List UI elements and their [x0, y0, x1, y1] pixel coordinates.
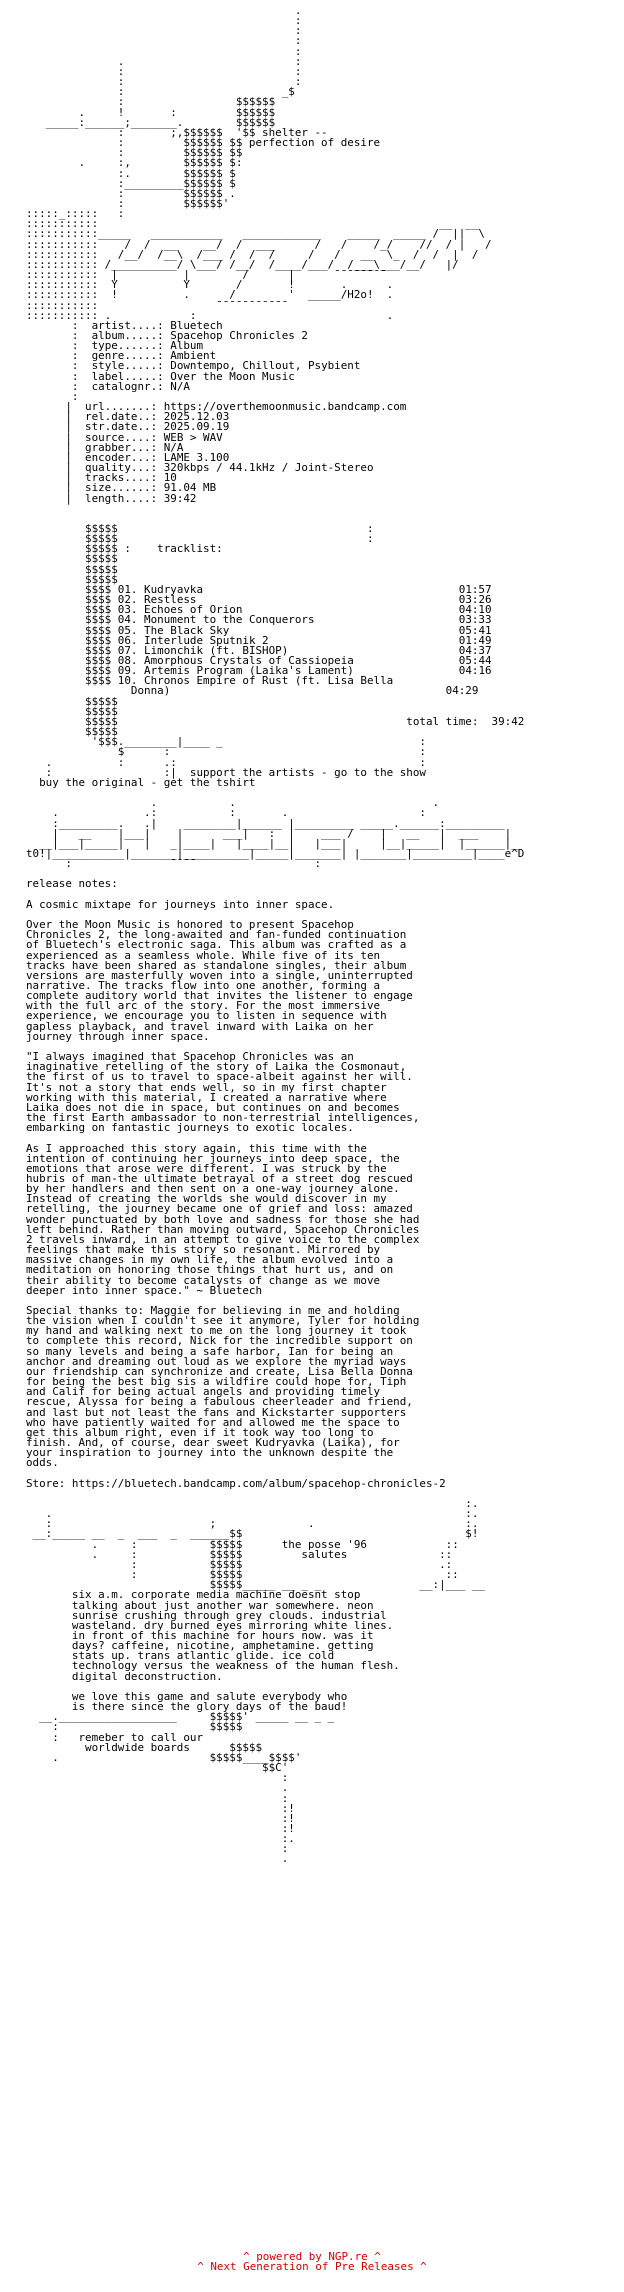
track-time: 04:29 [445, 684, 479, 698]
release-info-key: rel.date..: [85, 410, 158, 424]
track-title: The Black Sky [144, 623, 230, 637]
release-info-row: | url.......: https://overthemoonmusic.bandcamp.com [26, 400, 407, 414]
track-time: 04:37 [458, 643, 492, 657]
track-title: Echoes of Orion [144, 603, 243, 617]
track-number: 09. [117, 664, 138, 678]
track-title: Limonchik (ft. BISHOP) [144, 643, 289, 657]
release-info-value: 2025.09.19 [163, 420, 230, 434]
track-number: 07. [117, 643, 138, 657]
release-info-row: | tracks....: 10 [26, 471, 177, 485]
track-number: 05. [117, 623, 138, 637]
track-number: 02. [117, 593, 138, 607]
tracklist-heading: $$$$$ : $$$$$ : $$$$$ : [85, 521, 374, 556]
track-time: 05:44 [458, 654, 492, 667]
track-time: 03:33 [458, 613, 492, 627]
release-info-key: album.....: [91, 329, 164, 342]
release-info-key: style.....: [91, 359, 164, 373]
release-info-key: type......: [91, 339, 164, 353]
release-info-value: 320kbps / 44.1kHz / Joint-Stereo [163, 461, 374, 475]
support-text: support the artists - go to the show buy the original - get the tshirt [39, 765, 426, 789]
release-info-row: | size......: 91.04 MB [26, 481, 217, 495]
posse-subtitle: salutes [301, 1547, 348, 1561]
release-info-row: | quality...: 320kbps / 44.1kHz / Joint-Stereo [26, 461, 374, 475]
posse-title: the posse '96 [281, 1537, 367, 1551]
track-time: 01:49 [458, 633, 492, 647]
release-info-key: catalognr.: [91, 379, 164, 393]
track-row: $$$$ 10. Chronos Empire of Rust (ft. Lisa Bella Donna) 04:29 [26, 674, 479, 698]
release-info-row: : artist....: Bluetech [26, 318, 223, 332]
track-row: $$$$ 09. Artemis Program (Laika's Lament) 04:16 [26, 664, 492, 678]
track-title: Artemis Program (Laika's Lament) [144, 664, 354, 678]
notes-paragraph: Special thanks to: Maggie for believing in me and holding the vision when I couldn't see it anymore, Tyler for holding my hand and walking next to me on the long journey it took to complete this record, Nick for the incredible support on so many levels and being a safe harbor, Ian for being an anchor and dreaming out loud as we explore the myriad ways our friendship can synchronize and create, Lisa Bella Donna for being the best big sis a wildfire could hope for, Tiph and Calif for being actual angels and providing timely rescue, Alyssa for being a fabulous cheerleader and friend, and last but not least the fans and Kickstarter supporters who have patiently waited for and allowed me the space to get this album right, even if it took way too long to finish. And, of course, dear sweet Kudryavka (Laika), for your inspiration to journey into the unknown despite the odds. [26, 1304, 420, 1470]
release-info-key: size......: [85, 481, 158, 495]
release-info-row: : catalognr.: N/A [26, 379, 190, 393]
release-info-key: tracks....: [85, 471, 158, 485]
notes-paragraph: Over the Moon Music is honored to present Spacehop Chronicles 2, the long-awaited and fan-funded continuation of Bluetech's electronic saga. This album was crafted as a experienced as a seamless whole. While five of its ten tracks have been shared as standalone singles, their album versions are masterfully woven into a single, uninterrupted narrative. The tracks flow into one another, forming a complete auditory world that invites the listener to engage with the full arc of the story. For the most immersive experience, we encourage you to listen in sequence with gapless playback, and travel inward with Laika on her journey through inner space. [26, 918, 413, 1043]
release-info-key: label.....: [91, 369, 164, 383]
release-info-key: source....: [85, 430, 158, 444]
release-info-block [26, 319, 406, 505]
track-row: $$$$ 08. Amorphous Crystals of Cassiopeia 05:44 [26, 654, 492, 667]
notes-heading: release notes: [26, 877, 118, 891]
release-info-row: | str.date..: 2025.09.19 [26, 420, 230, 434]
release-info-value: N/A [163, 440, 184, 454]
release-info-row: : style.....: Downtempo, Chillout, Psybient [26, 359, 361, 373]
track-row: $$$$ 07. Limonchik (ft. BISHOP) 04:37 [26, 643, 492, 657]
track-time: 05:41 [458, 623, 492, 637]
track-row: $$$$ 06. Interlude Sputnik 2 01:49 [26, 633, 492, 647]
track-row: $$$$ 04. Monument to the Conquerors 03:33 [26, 613, 492, 627]
release-info-row: | length....: 39:42 [26, 491, 197, 505]
release-info-row: : label.....: Over the Moon Music [26, 369, 295, 383]
track-row: $$$$ 03. Echoes of Orion 04:10 [26, 603, 492, 617]
track-time: 03:26 [458, 593, 492, 607]
track-title: Kudryavka [144, 582, 204, 596]
track-title: Donna) [26, 684, 171, 698]
release-info-value: N/A [170, 379, 190, 393]
release-info-value: 2025.12.03 [163, 410, 230, 424]
notes-paragraph: As I approached this story again, this time with the intention of continuing her journeys into deep space, the emotions that arose were different. I was struck by the hubris of man-the ultimate betrayal of a street dog rescued by her handlers and then sent on a one-way journey alone. Instead of creating the worlds she would discover in my retelling, the journey became one of grief and loss: amazed wonder punctuated by both love and sadness for those she had left behind. Rather than moving outward, Spacehop Chronicles 2 travels inward, in an attempt to give voice to the complex feelings that make this story so resonant. Mirrored by massive changes in my own life, the album evolved into a meditation on honoring those things that hurt us, and on their ability to become catalysts of change as we move deeper into inner space." ~ Bluetech [26, 1141, 420, 1297]
release-info-key: url.......: [85, 400, 158, 414]
group-logo-art: . . . . .: : . : :_________. .| ________|______ |_________ _____.______:_________ | __ |___| | ___| : | ___ / | __ | ___ | __|___|_____| | _|____| |____|__| |___| |__|_____| |______|_ t0!|___________|_______|__________|_____|_______| |_______|_________|____e^D : ¯¯¯¯ : [26, 796, 525, 871]
release-info-key: artist....: [91, 318, 164, 332]
release-info-row: : album.....: Spacehop Chronicles 2 [26, 329, 308, 342]
track-title: Amorphous Crystals of Cassiopeia [144, 654, 354, 667]
release-info-row: | grabber...: N/A [26, 440, 184, 454]
release-info-value: 91.04 MB [163, 481, 217, 495]
total-time-value: 39:42 [491, 714, 525, 728]
track-number: 10. [117, 674, 138, 688]
release-info-value: Album [170, 339, 204, 353]
release-info-value: 10 [163, 471, 177, 485]
notes-intro: A cosmic mixtape for journeys into inner space. [26, 897, 335, 911]
footer-line-2: ^ Next Generation of Pre Releases ^ [197, 2260, 427, 2274]
total-time-label: total time: [406, 714, 479, 728]
release-info-row: | encoder...: LAME 3.100 [26, 450, 230, 464]
release-info-key: grabber...: [85, 440, 158, 454]
reminder-text: remeber to call our worldwide boards [78, 1730, 204, 1754]
release-info-value: 39:42 [163, 491, 197, 505]
release-info-key: encoder...: [85, 450, 158, 464]
release-info-value: LAME 3.100 [163, 450, 230, 464]
track-row: $$$$ 02. Restless 03:26 [26, 593, 492, 607]
release-info-key: length....: [85, 491, 158, 505]
notes-paragraph: "I always imagined that Spacehop Chronicles was an inaginative retelling of the story of Laika the Cosmonaut, the first of us to travel to space-albeit against her will. It's not a story that ends well, so in my first chapter working with this material, I created a narrative where Laika does not die in space, but continues on and becomes the first Earth ambassador to non-terrestrial intelligences, embarking on fantastic journeys to exotic locales. [26, 1050, 420, 1135]
tracklist [26, 583, 492, 698]
release-info-value: WEB > WAV [163, 430, 223, 444]
track-time: 01:57 [458, 582, 492, 596]
release-info-value: Bluetech [170, 318, 223, 332]
track-number: 04. [117, 613, 138, 627]
nfo-document: . : : : : . : : : : : : _$ : $$$$$$ . ! : $$$$$$ _____:______;_______. $$$$$$ : ;,$$$$$$ '$$ shelter -- : $$$$$$ $$ perfection of desire : $$$$$$ $$ . :, $$$$$$ $: :. $$$$$$ $ :_________$$$$$$ $ : $$$$$$ . : $$$$$$' :::::_::::: : ::::::::::: __ __ :::::::::::_____ ___________ ____________ _____ _____ / || \ ::::::::::: / / __ __/ / ___ / / /_/ // / | / ::::::::::: /__/ /__\ /___ / / / / / __ \_ / / | / ::::::::::: /__________/ \___/ /__/ /____/___/ /___\___/__/ |/ ::::::::::: | | / | ¯¯¯¯¯¯¯¯ ::::::::::: Y Y / ! . . ::::::::::: ! . / ' _____/H2o! . ::::::::::: ¯¯¯¯¯¯¯¯¯¯¯ ::::::::::: . : . : artist....: Bluetech : album.....: Spacehop Chronicles 2 : type......: Album : genre.....: Ambient : style.....: Downtempo, Chillout, Psybient : label.....: Over the Moon Music : catalognr.: N/A : | url.......: https://overthemoonmusic.bandcamp.com | rel.date..: 2025.12.03 | str.date..: 2025.09.19 | source....: WEB > WAV | grabber...: N/A | encoder...: LAME 3.100 | quality...: 320kbps / 44.1kHz / Joint-Stereo | tracks....: 10 | size......: 91.04 MB | length....: 39:42 $$$$$ : $$$$$ : $$$$$ : tracklist: $$$$$ $$$$$ $$$$$ $$$$ 01. Kudryavka 01:57 $$$$ 02. Restless 03:26 $$$$ 03. Echoes of Orion 04:10 $$$$ 04. Monument to the Conquerors 03:33 $$$$ 05. The Black Sky 05:41 $$$$ 06. Interlude Sputnik 2 01:49 $$$$ 07. Limonchik (ft. BISHOP) 04:37 $$$$ 08. Amorphous Crystals of Cassiopeia 05:44 $$$$ 09. Artemis Program (Laika's Lament) 04:16 $$$$ 10. Chronos Empire of Rust (ft. Lisa Bella Donna) 04:29 $$$$$ $$$$$ $$$$$ total time: 39:42 $$$$$ '$$$.________|____ _ : $ : : . : .: : : :| support the artists - go to the show buy the original - get the tshirt . . . . .: : . : :_________. .| ________|______ |_________ _____.______:_________ | __ |___| | ___| : | ___ / | __ | ___ | __|___|_____| | _|____| |____|__| |___| |__|_____| |______|_ t0!|___________|_______|__________|_____|_______| |_______|_________|____e^D : ¯¯¯¯ : release notes: A cosmic mixtape for journeys into inner space. Over the Moon Music is honored to present Spacehop Chronicles 2, the long-awaited and fan-funded continuation of Bluetech's electronic saga. This album was crafted as a experienced as a seamless whole. While five of its ten tracks have been shared as standalone singles, their album versions are masterfully woven into a single, uninterrupted narrative. The tracks flow into one another, forming a complete auditory world that invites the listener to engage with the full arc of the story. For the most immersive experience, we encourage you to listen in sequence with gapless playback, and travel inward with Laika on her journey through inner space. "I always imagined that Spacehop Chronicles was an inaginative retelling of the story of Laika the Cosmonaut, the first of us to travel to space-albeit against her will. It's not a story that ends well, so in my first chapter working with this material, I created a narrative where Laika does not die in space, but continues on and becomes the first Earth ambassador to non-terrestrial intelligences, embarking on fantastic journeys to exotic locales. As I approached this story again, this time with the intention of continuing her journeys into deep space, the emotions that arose were different. I was struck by the hubris of man-the ultimate betrayal of a street dog rescued by her handlers and then sent on a one-way journey alone. Instead of creating the worlds she would discover in my retelling, the journey became one of grief and loss: amazed wonder punctuated by both love and sadness for those she had left behind. Rather than moving outward, Spacehop Chronicles 2 travels inward, in an attempt to give voice to the complex feelings that make this story so resonant. Mirrored by massive changes in my own life, the album evolved into a meditation on honoring those things that hurt us, and on their ability to become catalysts of change as we move deeper into inner space." ~ Bluetech Special thanks to: Maggie for believing in me and holding the vision when I couldn't see it anymore, Tyler for holding my hand and walking next to me on the long journey it took to complete this record, Nick for the incredible support on so many levels and being a safe harbor, Ian for being an anchor and dreaming out loud as we explore the myriad ways our friendship can synchronize and create, Lisa Bella Donna for being the best big sis a wildfire could hope for, Tiph and Calif for being actual angels and providing timely rescue, Alyssa for being a fabulous cheerleader and friend, and last but not least the fans and Kickstarter supporters who have patiently waited for and allowed me the space to get this album right, even if it took way too long to finish. And, of course, dear sweet Kudryavka (Laika), for your inspiration to journey into the unknown despite the odds. Store: https://bluetech.bandcamp.com/album/spacehop-chronicles-2 :. . :. : ; . :. __:_____ __ _ ___ _ ______$$ $! . : $$$$$ the posse '96 :: . : $$$$$ salutes :: : $$$$$ .: : $$$$$ :: $$$$$_____ __ _ _ __:|___ __ six a.m. corporate media machine doesnt stop talking about just another war somewhere. neon sunrise crushing through grey clouds. industrial wasteland. dry burned eyes mirroring white lines. in front of this machine for hours now. was it days? caffeine, nicotine, amphetamine. getting stats up. trans atlantic glide. ice cold technology versus the weakness of the human flesh. digital deconstruction. we love this game and salute everybody who is there since the glory days of the baud! __.__________________ $$$$$' _____ __ _ _ : $$$$$ : remeber to call our worldwide boards $$$$$ . $$$$$____$$$$' $$C' : . : :! :! :! :. : . [26, 4, 525, 1866]
release-info-value: Over the Moon Music [170, 369, 295, 383]
release-footer [0, 2252, 624, 2272]
track-row: $$$$ 01. Kudryavka 01:57 [26, 582, 492, 596]
track-title: Chronos Empire of Rust (ft. Lisa Bella [144, 674, 394, 688]
track-time: 04:10 [458, 603, 492, 617]
store-link[interactable]: Store: https://bluetech.bandcamp.com/album/spacehop-chronicles-2 [26, 1476, 446, 1490]
tracklist-label: tracklist: [157, 542, 223, 556]
track-number: 03. [117, 603, 138, 617]
track-title: Monument to the Conquerors [144, 613, 315, 627]
track-number: 06. [117, 633, 138, 647]
release-info-key: genre.....: [91, 349, 164, 363]
track-time: 04:16 [458, 664, 492, 678]
track-title: Restless [144, 593, 197, 607]
release-info-row: : genre.....: Ambient [26, 349, 217, 363]
track-number: 08. [117, 654, 138, 667]
release-info-row: | source....: WEB > WAV [26, 430, 223, 444]
footer-line-1: ^ powered by NGP.re ^ [243, 2250, 381, 2263]
release-info-row: : [26, 389, 92, 403]
release-info-value: Ambient [170, 349, 217, 363]
track-row: $$$$ 05. The Black Sky 05:41 [26, 623, 492, 637]
release-info-row: : type......: Album [26, 339, 204, 353]
release-info-key: quality...: [85, 461, 158, 475]
manifesto-text-2: we love this game and salute everybody who is there since the glory days of the baud! [71, 1689, 348, 1714]
manifesto-text: six a.m. corporate media machine doesnt stop talking about just another war somewhere. neon sunrise crushing through grey clouds. industrial wasteland. dry burned eyes mirroring white lines. in front of this machine for hours now. was it days? caffeine, nicotine, amphetamine. getting stats up. trans atlantic glide. ice cold technology versus the weakness of the human flesh. digital deconstruction. [71, 1588, 400, 1683]
release-info-value: Spacehop Chronicles 2 [170, 329, 308, 342]
release-info-key: str.date..: [85, 420, 158, 434]
release-info-row: | rel.date..: 2025.12.03 [26, 410, 230, 424]
release-info-value: Downtempo, Chillout, Psybient [170, 359, 361, 373]
header-ascii-art: . : : : : . : : : : : : _$ : $$$$$$ . ! : $$$$$$ _____:______;_______. $$$$$$ : ;,$$$$$$ '$$ shelter -- : $$$$$$ $$ perfection of desire : $$$$$$ $$ . :, $$$$$$ $: :. $$$$$$ $ :_________$$$$$$ $ : $$$$$$ . : $$$$$$' :::::_::::: : ::::::::::: __ __ :::::::::::_____ ___________ ____________ _____ _____ / || \ ::::::::::: / / __ __/ / ___ / / /_/ // / | / ::::::::::: /__/ /__\ /___ / / / / / __ \_ / / | / ::::::::::: /__________/ \___/ /__/ /____/___/ /___\___/__/ |/ ::::::::::: | | / | ¯¯¯¯¯¯¯¯ ::::::::::: Y Y / ! . . ::::::::::: ! . / ' _____/H2o! . ::::::::::: ¯¯¯¯¯¯¯¯¯¯¯ ::::::::::: . : . [26, 4, 492, 322]
track-number: 01. [117, 582, 138, 596]
release-info-value: https://overthemoonmusic.bandcamp.com [163, 400, 407, 414]
track-title: Interlude Sputnik 2 [144, 633, 269, 647]
